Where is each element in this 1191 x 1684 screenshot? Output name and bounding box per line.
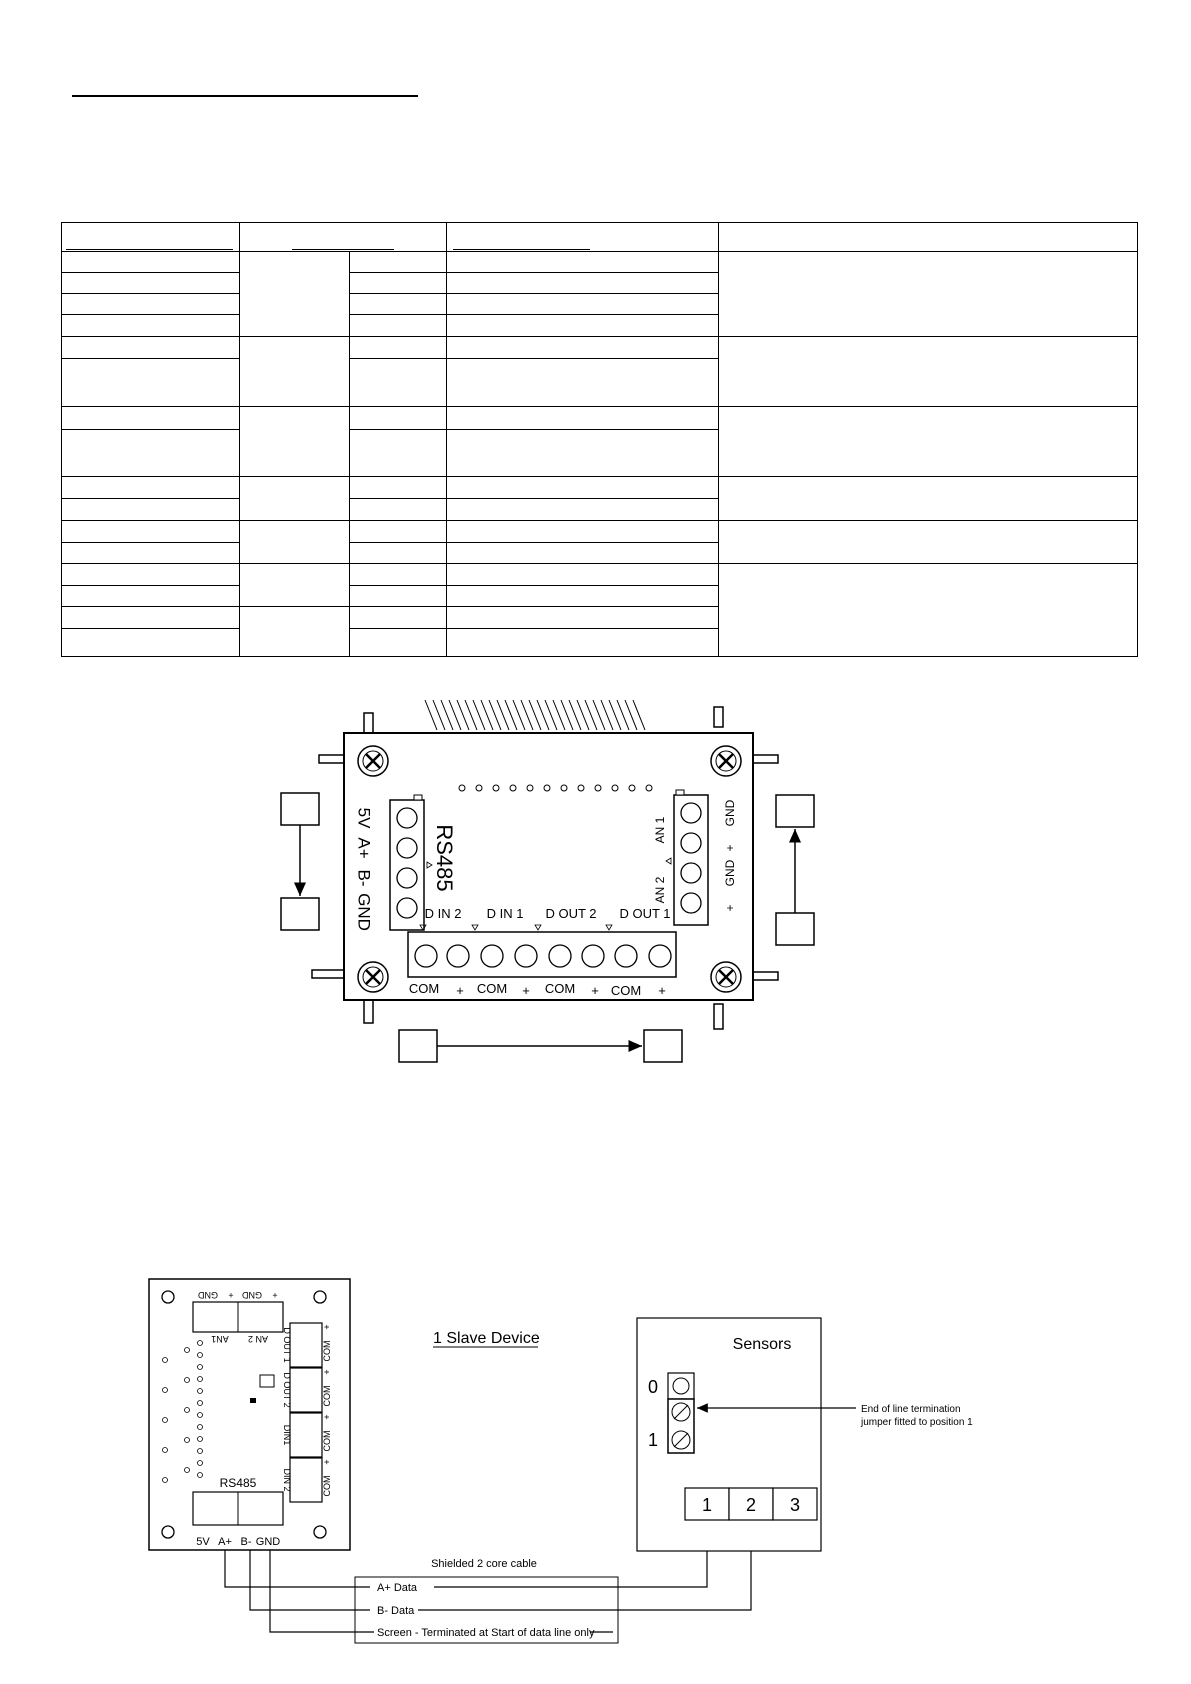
digital-connector (408, 925, 676, 977)
screw-icon (711, 962, 741, 992)
slave-side-label: D OUT 1 (282, 1327, 292, 1363)
slave-side-pin: + (322, 1459, 332, 1465)
slave-side-pin: + (322, 1414, 332, 1420)
jumper-position-label: 1 (647, 1430, 659, 1450)
mount-hole-icon (162, 1291, 174, 1303)
digital-pin-label: + (522, 983, 530, 998)
jumper-note: jumper fitted to position 1 (861, 1417, 973, 1428)
mount-hole-icon (162, 1526, 174, 1538)
analog-pin-label: + (723, 844, 738, 852)
slave-side-pin: + (322, 1369, 332, 1375)
terminal-number: 1 (701, 1495, 713, 1515)
rs485-pin-label: B- (354, 869, 374, 887)
chip-icon (260, 1375, 274, 1387)
digital-pin-label: COM (408, 981, 440, 996)
analog-pin-label: + (723, 904, 738, 912)
slave-side-label: DIN1 (282, 1424, 292, 1446)
digital-pin-label: + (591, 983, 599, 998)
analog-label: AN 1 (653, 816, 668, 844)
cable-line-label: B- Data (377, 1605, 415, 1617)
slave-side-pin: COM (322, 1475, 332, 1497)
digital-pin-label: + (658, 983, 666, 998)
slave-top-pin: + (228, 1290, 234, 1300)
slave-side-pin: COM (322, 1385, 332, 1407)
terminal-number: 3 (789, 1495, 801, 1515)
board-top-view (281, 700, 814, 1062)
slave-rs485-pin: 5V (196, 1536, 210, 1548)
digital-pin-label: COM (544, 981, 576, 996)
jumper-position-label: 0 (647, 1377, 659, 1397)
slave-rs485-pin: A+ (218, 1536, 232, 1548)
slave-rs485-pin: B- (240, 1536, 252, 1548)
cable-label: Shielded 2 core cable (431, 1558, 537, 1570)
slave-side-pin: + (322, 1324, 332, 1330)
cable-line-label: Screen - Terminated at Start of data line only (377, 1627, 595, 1639)
wiring-title: 1 Slave Device (433, 1330, 540, 1347)
analog-pin-label: GND (723, 799, 738, 827)
digital-pin-label: COM (610, 983, 642, 998)
termination-jumper (668, 1373, 694, 1453)
screw-icon (358, 746, 388, 776)
slave-analog-label: AN 2 (247, 1334, 269, 1344)
digital-label: D IN 2 (424, 906, 462, 921)
slave-top-pin: GND (242, 1290, 262, 1300)
slave-rs485-label: RS485 (219, 1476, 257, 1490)
slave-side-label: DIN 2 (282, 1468, 292, 1492)
digital-label: D OUT 2 (545, 906, 597, 921)
slave-top-pin: + (272, 1290, 278, 1300)
digital-pin-label: + (456, 983, 464, 998)
analog-label: AN 2 (653, 876, 668, 904)
rs485-label: RS485 (432, 824, 458, 892)
slave-side-pin: COM (322, 1340, 332, 1362)
rs485-pin-label: GND (354, 893, 374, 931)
wiring-diagram (149, 1279, 973, 1643)
sensors-title: Sensors (732, 1336, 792, 1353)
slave-analog-label: AN1 (211, 1334, 229, 1344)
slave-rs485-pin: GND (255, 1536, 281, 1548)
rs485-pin-label: A+ (354, 837, 374, 859)
slave-side-label: D OUT 2 (282, 1372, 292, 1408)
mount-hole-icon (314, 1526, 326, 1538)
chip-icon (250, 1398, 256, 1403)
terminal-number: 2 (745, 1495, 757, 1515)
digital-label: D IN 1 (486, 906, 524, 921)
jumper-note: End of line termination (861, 1404, 961, 1415)
ribbon-cable (425, 700, 645, 730)
slave-top-pin: GND (198, 1290, 218, 1300)
mount-hole-icon (314, 1291, 326, 1303)
cable-line-label: A+ Data (377, 1582, 418, 1594)
analog-pin-label: GND (723, 859, 738, 887)
rs485-pin-label: 5V (354, 807, 374, 829)
slave-digital-connector (290, 1323, 322, 1502)
digital-label: D OUT 1 (619, 906, 671, 921)
slave-side-pin: COM (322, 1430, 332, 1452)
screw-icon (358, 962, 388, 992)
screw-icon (711, 746, 741, 776)
digital-pin-label: COM (476, 981, 508, 996)
